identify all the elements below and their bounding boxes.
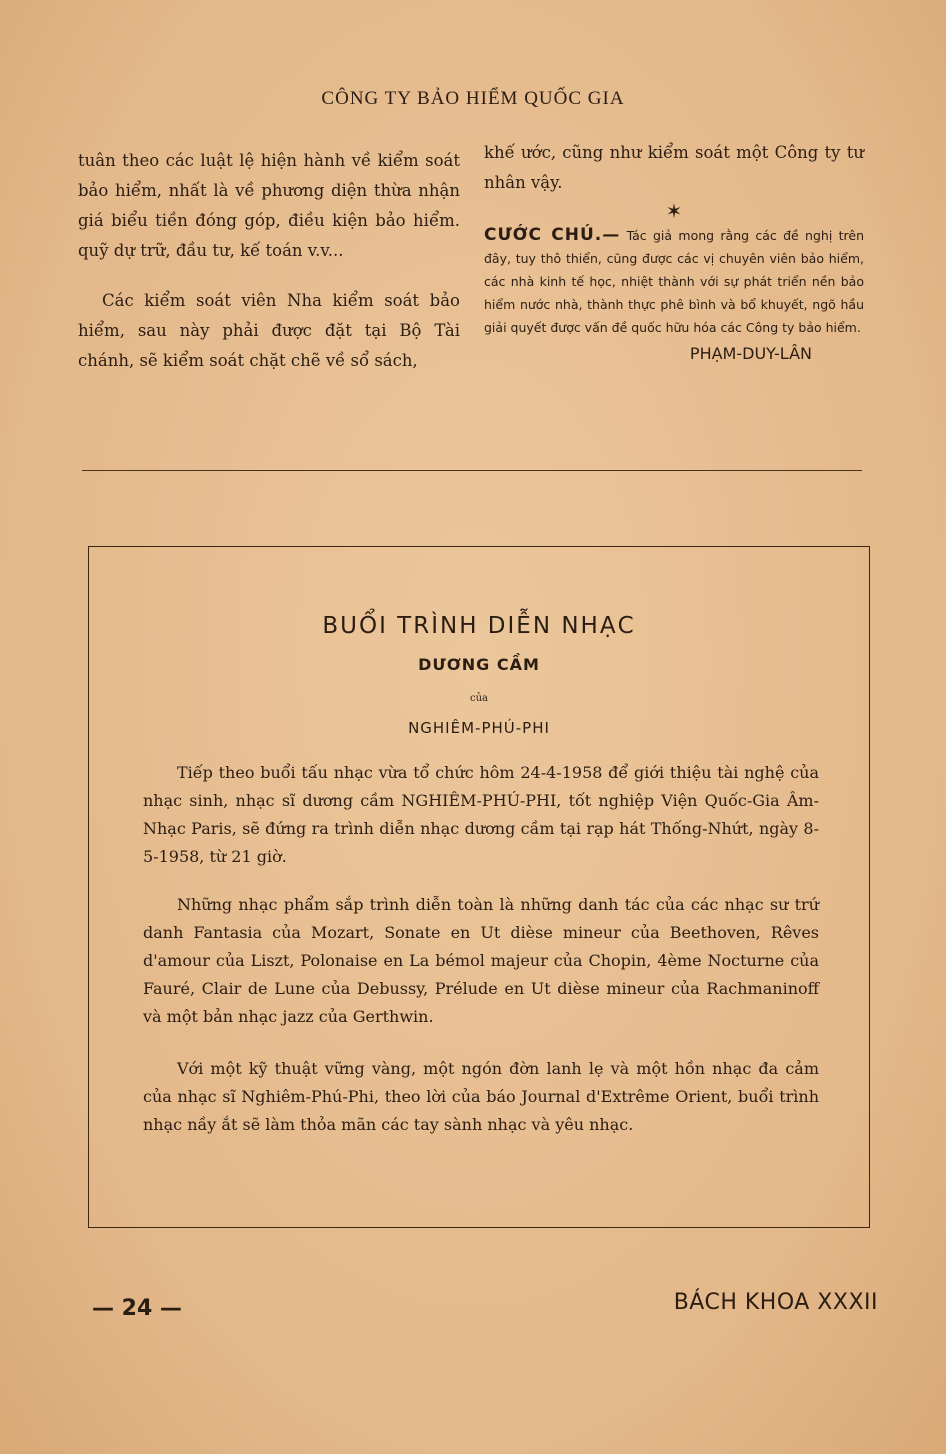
footnote [484, 224, 864, 339]
page-number: — 24 — [92, 1296, 182, 1321]
announcement-title: BUỔI TRÌNH DIỄN NHẠC [322, 613, 636, 639]
right-continuation: khế ước, cũng như kiểm soát một Công ty tư nhân vậy. [484, 143, 864, 192]
footnote-label: CƯỚC CHÚ.— [484, 225, 621, 245]
announcement-of: của [469, 693, 488, 704]
star-separator-icon: ✶ [665, 199, 683, 223]
right-column [484, 138, 864, 369]
article-author: PHẠM-DUY-LÂN [689, 344, 812, 363]
left-paragraph-2: Các kiểm soát viên Nha kiểm soát bảo hiểm, sau này phải được đặt tại Bộ Tài chánh, sẽ kiểm soát chặt chẽ về sổ sách, [78, 291, 460, 370]
running-title: CÔNG TY BẢO HIỂM QUỐC GIA [321, 88, 625, 109]
announcement-subtitle: DƯƠNG CẦM [418, 655, 540, 674]
footnote-text: Tác giả mong rằng các đề nghị trên đây, tuy thô thiển, cũng được các vị chuyên viên bảo hiểm, các nhà kinh tế học, nhiệt thành với sự phát triển nền bảo hiểm nước nhà, thành thực phê bình và bổ khuyết, ngõ hầu giải quyết được vấn đề quốc hữu hóa các Công ty bảo hiểm. [484, 228, 865, 335]
left-column [78, 146, 460, 376]
announcement-paragraph-1: Tiếp theo buổi tấu nhạc vừa tổ chức hôm 24-4-1958 để giới thiệu tài nghệ của nhạc sinh, nhạc sĩ dương cầm NGHIÊM-PHÚ-PHI, tốt nghiệp Viện Quốc-Gia Âm-Nhạc Paris, sẽ đứng ra trình diễn nhạc dương cầm tại rạp hát Thống-Nhứt, ngày 8-5-1958, từ 21 giờ. [143, 763, 819, 866]
announcement-box [88, 546, 870, 1228]
left-paragraph-1: tuân theo các luật lệ hiện hành về kiểm soát bảo hiểm, nhất là về phương diện thừa nhận giá biểu tiền đóng góp, điều kiện bảo hiểm. quỹ dự trữ, đầu tư, kế toán v.v... [78, 151, 460, 260]
announcement-paragraph-2: Những nhạc phẩm sắp trình diễn toàn là những danh tác của các nhạc sư trứ danh Fantasia của Mozart, Sonate en Ut dièse mineur của Beethoven, Rêves d'amour của Liszt, Polonaise en La bémol majeur của Chopin, 4ème Nocturne của Fauré, Clair de Lune của Debussy, Prélude en Ut dièse mineur của Rachmaninoff và một bản nhạc jazz của Gerthwin. [143, 895, 819, 1026]
journal-name: BÁCH KHOA XXXII [673, 1290, 878, 1315]
announcement-performer: NGHIÊM-PHÚ-PHI [408, 719, 550, 737]
section-divider [82, 470, 862, 471]
announcement-paragraph-3: Với một kỹ thuật vững vàng, một ngón đờn lanh lẹ và một hồn nhạc đa cảm của nhạc sĩ Nghiêm-Phú-Phi, theo lời của báo Journal d'Extrême Orient, buổi trình nhạc nầy ắt sẽ làm thỏa mãn các tay sành nhạc và yêu nhạc. [143, 1059, 819, 1134]
announcement-body [143, 759, 819, 1159]
